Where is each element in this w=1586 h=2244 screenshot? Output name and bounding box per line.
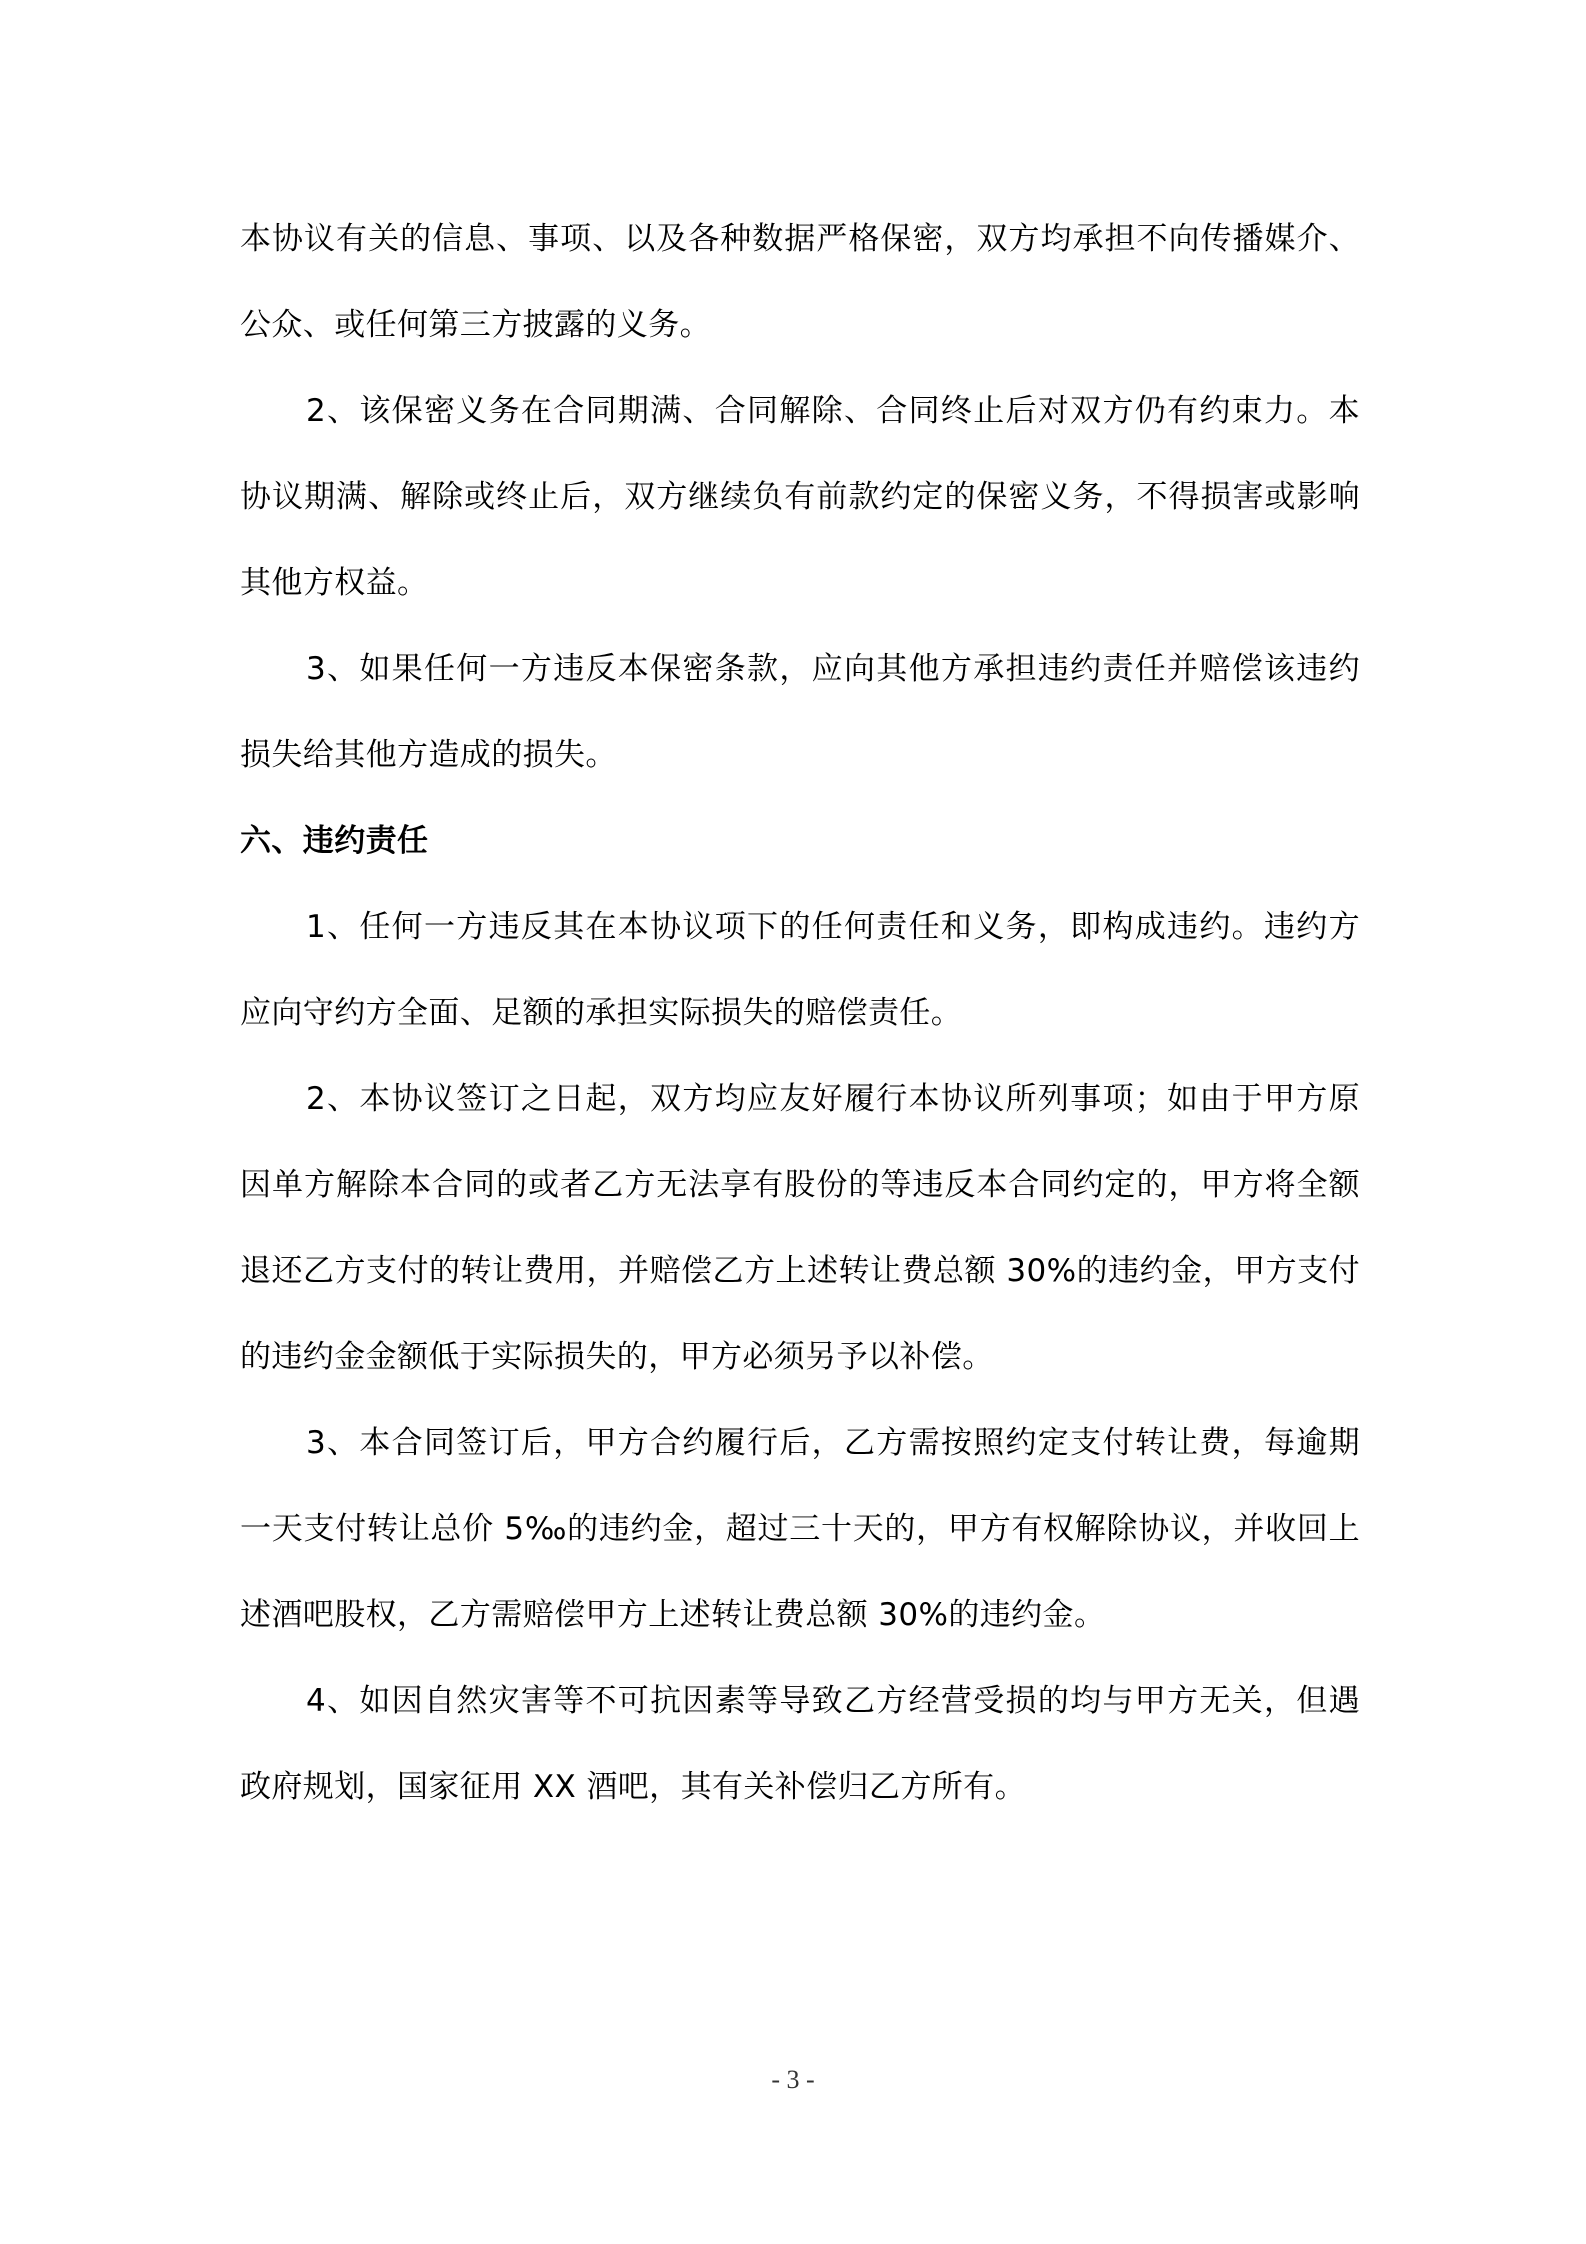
paragraph-liability-clause-1: 1、任何一方违反其在本协议项下的任何责任和义务，即构成违约。违约方应向守约方全面、足额的承担实际损失的赔偿责任。	[240, 909, 1360, 1031]
paragraph-confidentiality-clause-3: 3、如果任何一方违反本保密条款，应向其他方承担违约责任并赔偿该违约损失给其他方造成的损失。	[240, 651, 1360, 773]
section-heading-liability: 六、违约责任	[240, 823, 429, 859]
paragraph-liability-clause-4: 4、如因自然灾害等不可抗因素等导致乙方经营受损的均与甲方无关，但遇政府规划，国家征用 XX 酒吧，其有关补偿归乙方所有。	[240, 1683, 1360, 1805]
paragraph-confidentiality-clause-2: 2、该保密义务在合同期满、合同解除、合同终止后对双方仍有约束力。本协议期满、解除或终止后，双方继续负有前款约定的保密义务，不得损害或影响其他方权益。	[240, 393, 1360, 601]
paragraph-liability-clause-3: 3、本合同签订后，甲方合约履行后，乙方需按照约定支付转让费，每逾期一天支付转让总价 5‰的违约金，超过三十天的，甲方有权解除协议，并收回上述酒吧股权，乙方需赔偿甲方上述转让费总额 30%的违约金。	[240, 1425, 1360, 1633]
document-body	[240, 196, 1360, 1830]
page-number: - 3 -	[771, 2065, 815, 2094]
paragraph-confidentiality-continued: 本协议有关的信息、事项、以及各种数据严格保密，双方均承担不向传播媒介、公众、或任何第三方披露的义务。	[240, 221, 1360, 343]
paragraph-liability-clause-2: 2、本协议签订之日起，双方均应友好履行本协议所列事项；如由于甲方原因单方解除本合同的或者乙方无法享有股份的等违反本合同约定的，甲方将全额退还乙方支付的转让费用，并赔偿乙方上述转让费总额 30%的违约金，甲方支付的违约金金额低于实际损失的，甲方必须另予以补偿。	[240, 1081, 1360, 1375]
